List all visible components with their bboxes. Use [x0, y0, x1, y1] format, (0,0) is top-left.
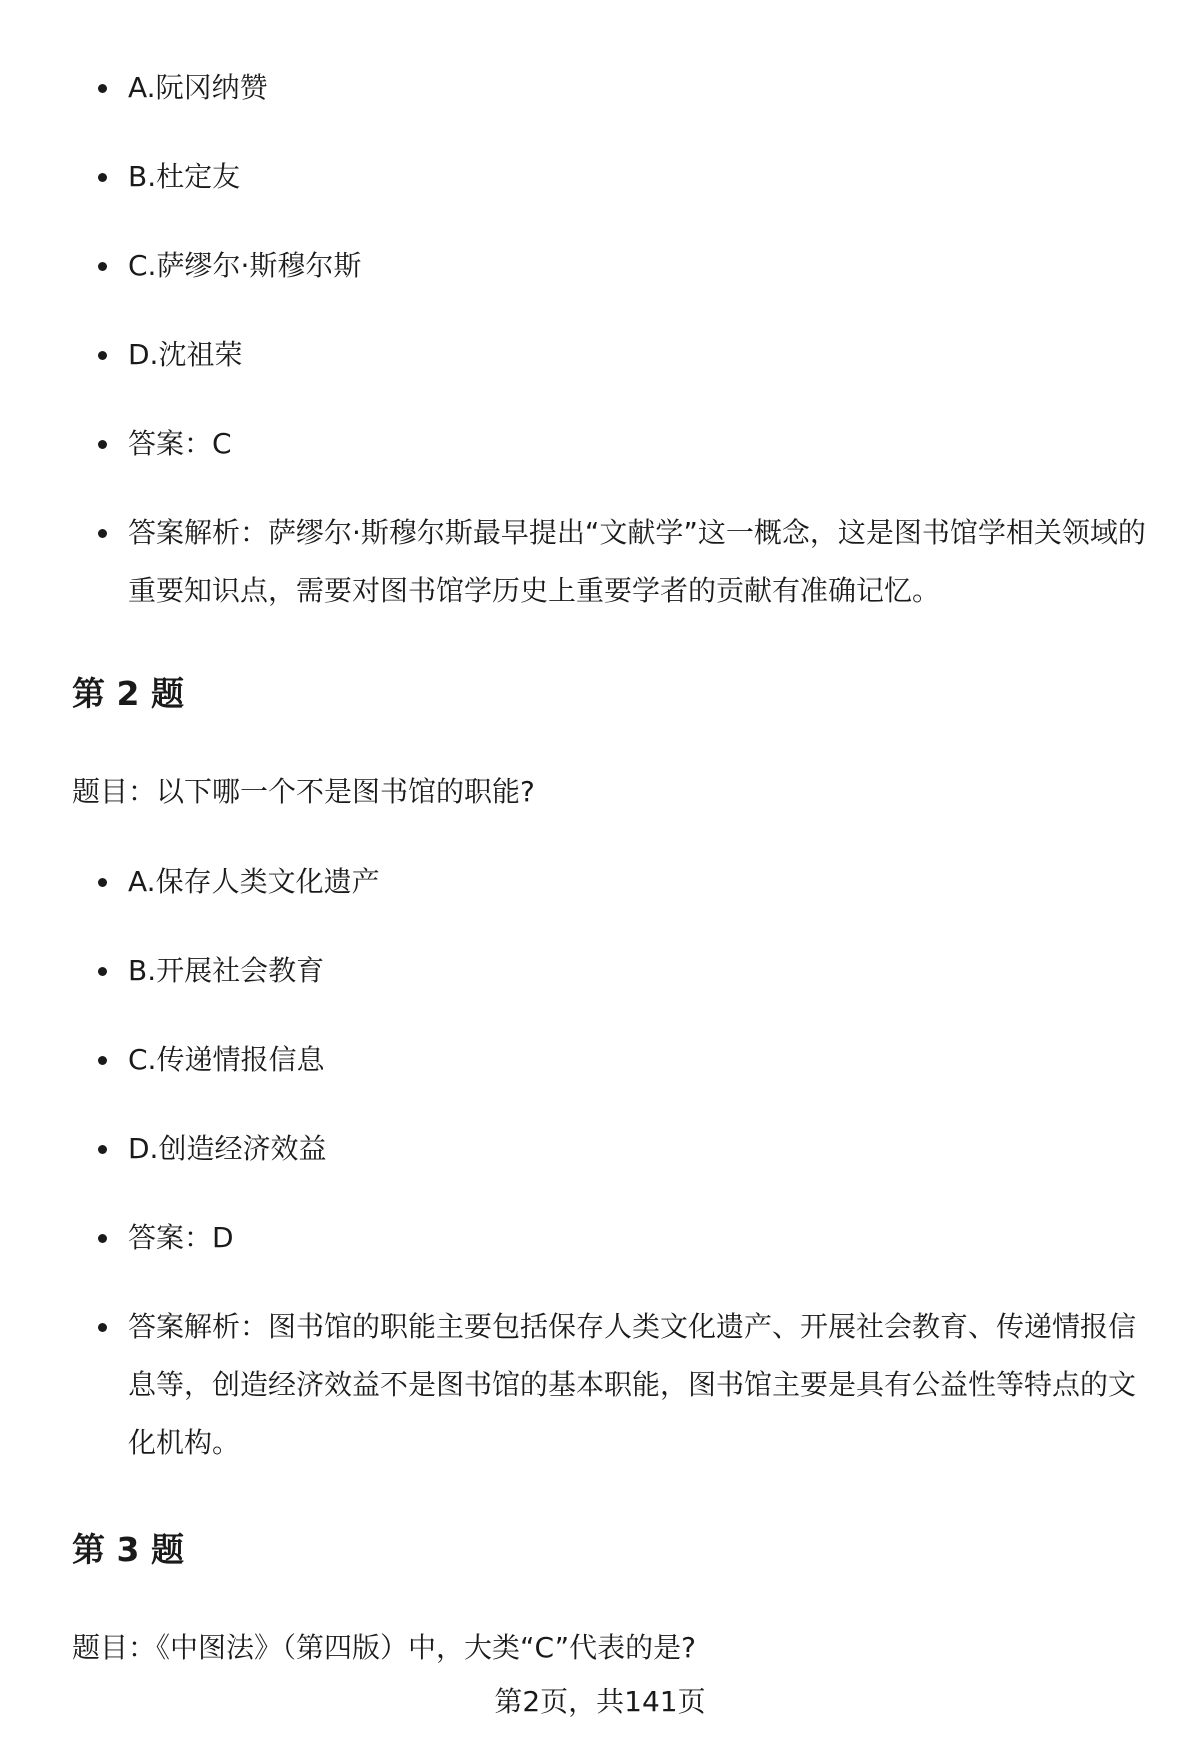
bullet-icon: [98, 440, 107, 449]
q2-answer: 答案：D: [98, 1209, 1158, 1267]
bullet-icon: [98, 351, 107, 360]
q2-option-b: B.开展社会教育: [98, 942, 1158, 1000]
q1-option-b: B.杜定友: [98, 148, 1158, 206]
q1-answer: 答案：C: [98, 415, 1158, 473]
q2-explanation: 答案解析：图书馆的职能主要包括保存人类文化遗产、开展社会教育、传递情报信息等，创造经济效益不是图书馆的基本职能，图书馆主要是具有公益性等特点的文化机构。: [98, 1298, 1158, 1472]
bullet-icon: [98, 1234, 107, 1243]
q1-option-c: C.萨缪尔·斯穆尔斯: [98, 237, 1158, 295]
q1-option-d: D.沈祖荣: [98, 326, 1158, 384]
q3-question: 题目：《中图法》（第四版）中，大类“C”代表的是?: [72, 1631, 696, 1664]
q1-option-a: A.阮冈纳赞: [98, 59, 1158, 117]
bullet-icon: [98, 84, 107, 93]
bullet-icon: [98, 529, 107, 538]
q3-heading: 第 3 题: [72, 1530, 184, 1569]
bullet-icon: [98, 1323, 107, 1332]
q2-heading: 第 2 题: [72, 674, 184, 713]
q2-question: 题目：以下哪一个不是图书馆的职能?: [72, 775, 535, 808]
q2-option-d: D.创造经济效益: [98, 1120, 1158, 1178]
bullet-icon: [98, 878, 107, 887]
page-footer: 第2页，共141页: [494, 1685, 706, 1718]
bullet-icon: [98, 1145, 107, 1154]
bullet-icon: [98, 173, 107, 182]
q2-option-c: C.传递情报信息: [98, 1031, 1158, 1089]
bullet-icon: [98, 262, 107, 271]
q1-explanation: 答案解析：萨缪尔·斯穆尔斯最早提出“文献学”这一概念，这是图书馆学相关领域的重要知识点，需要对图书馆学历史上重要学者的贡献有准确记忆。: [98, 504, 1158, 620]
bullet-icon: [98, 967, 107, 976]
q2-option-list: [98, 853, 1158, 1503]
q2-option-a: A.保存人类文化遗产: [98, 853, 1158, 911]
bullet-icon: [98, 1056, 107, 1065]
q1-option-list: [98, 59, 1158, 651]
